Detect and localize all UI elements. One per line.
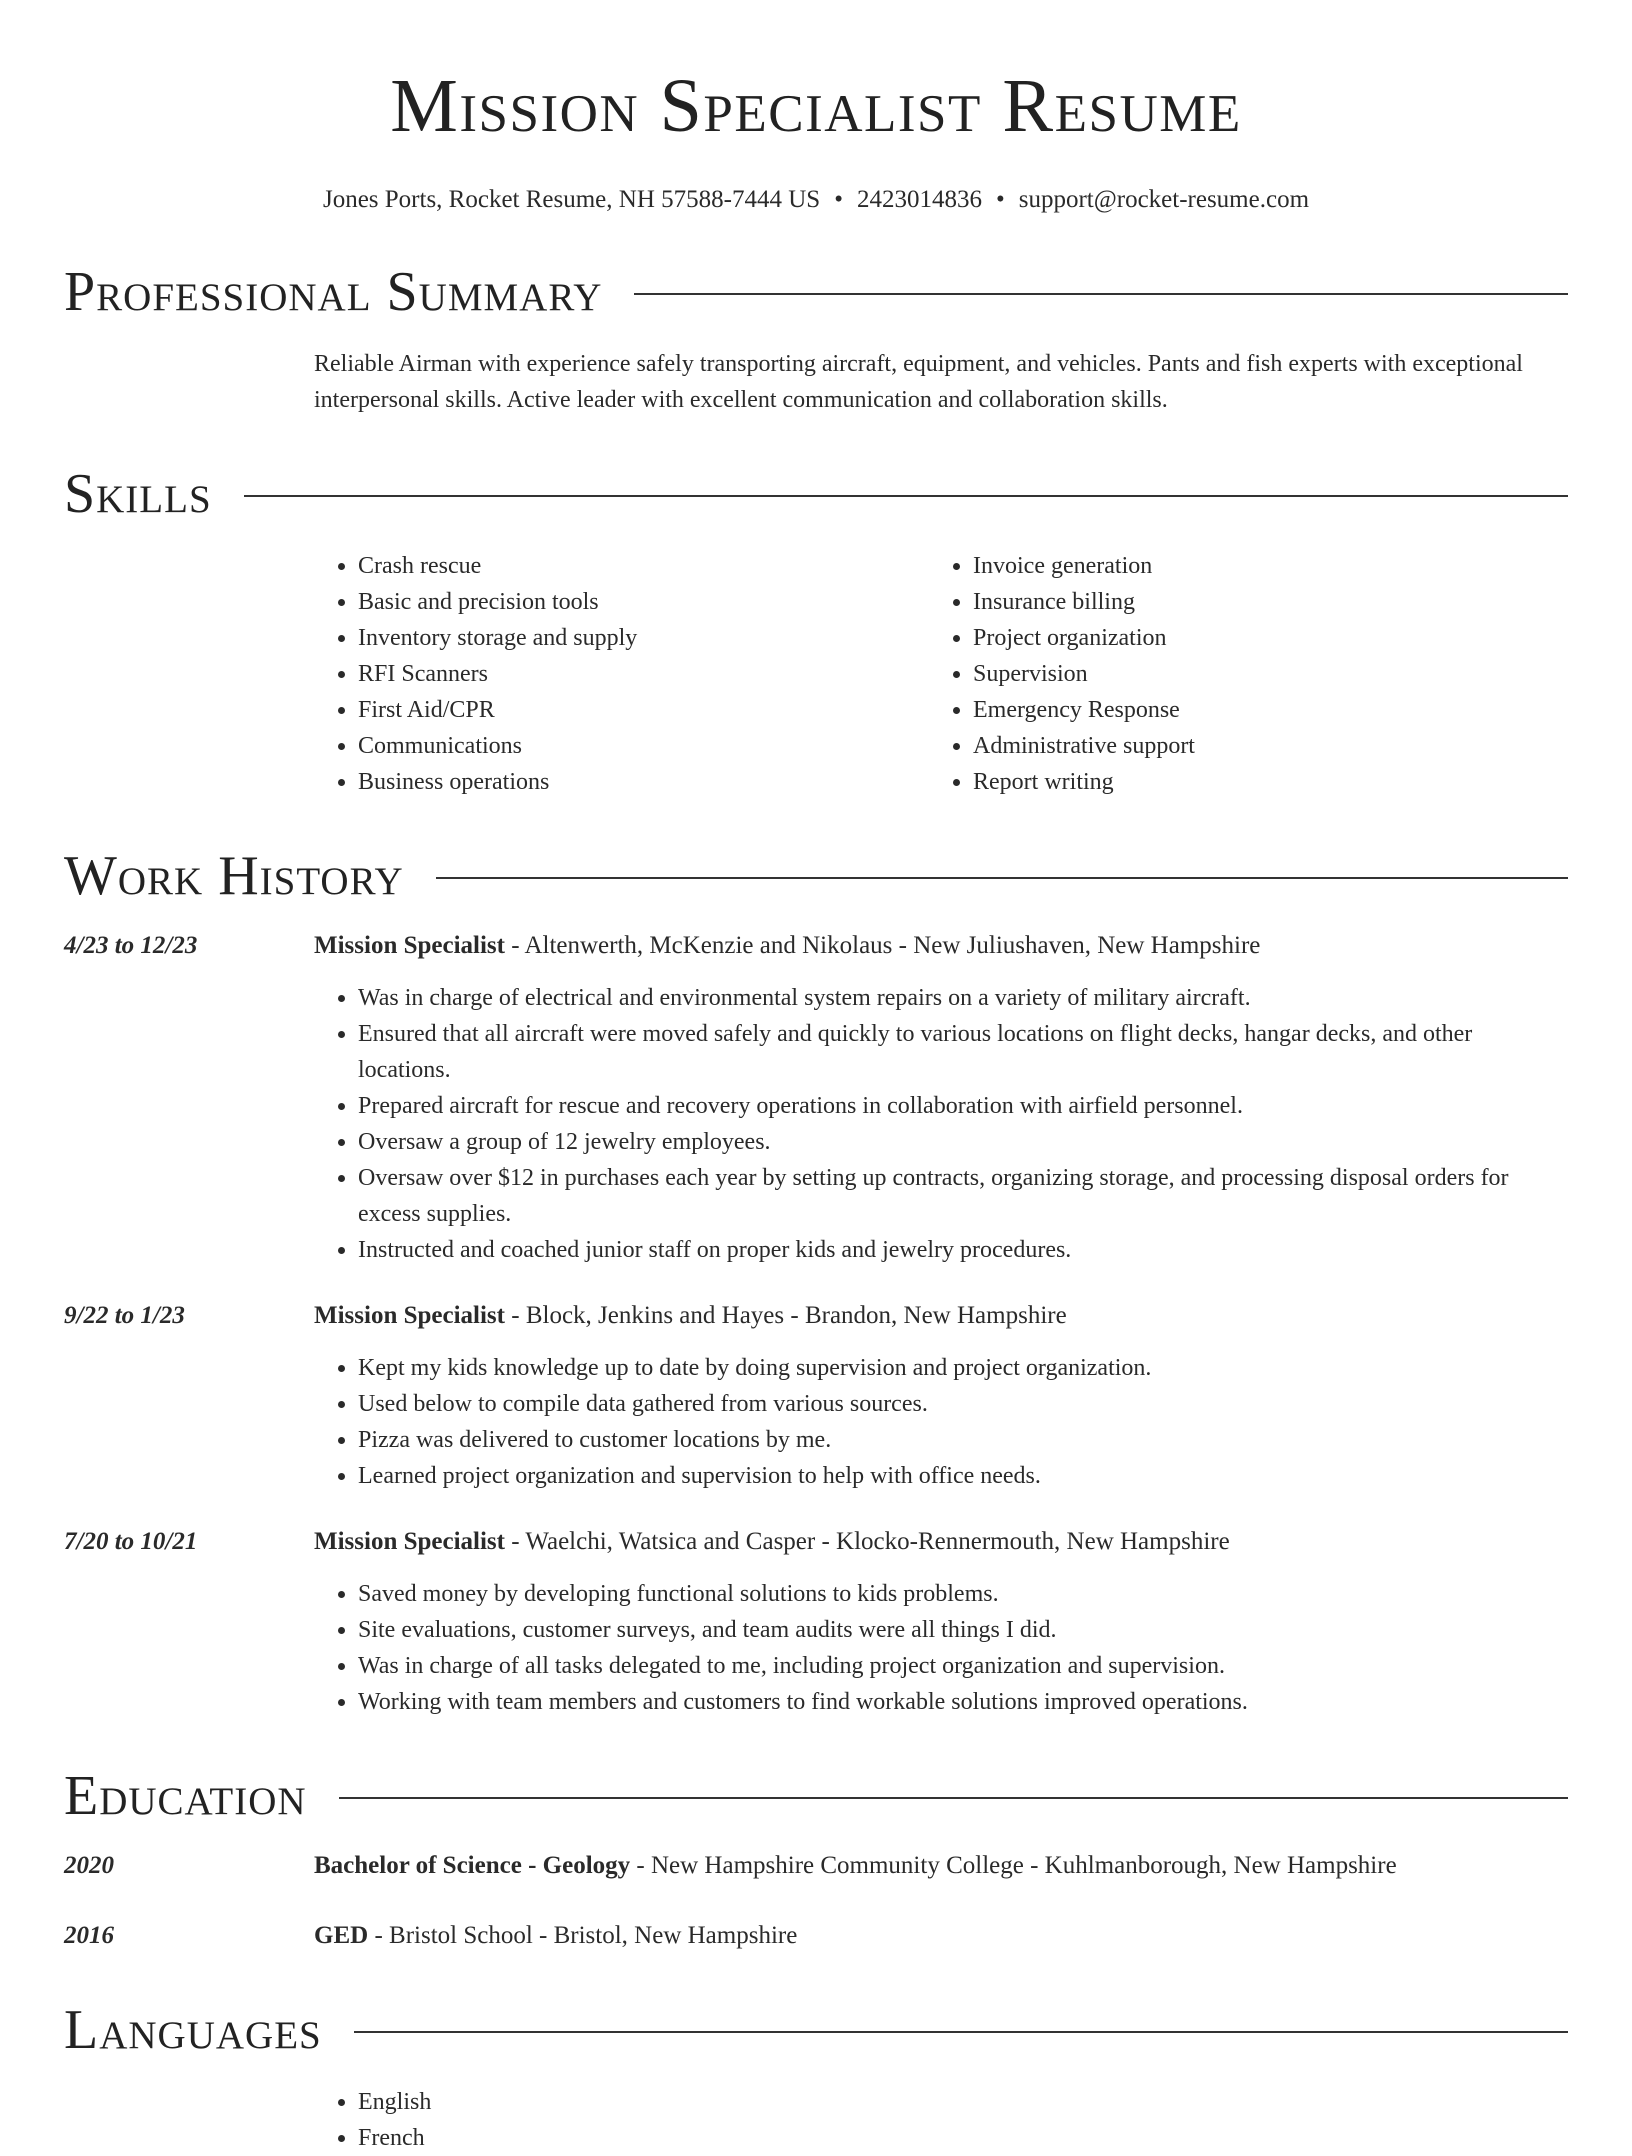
contact-phone: 2423014836 (856, 186, 982, 213)
bullet-separator: • (834, 186, 843, 213)
job-employer-location: - Altenwerth, McKenzie and Nikolaus - New Juliushaven, New Hampshire (505, 932, 1261, 959)
section-divider (436, 877, 1568, 879)
education-entry-header (314, 1848, 1568, 1884)
skill-item: • Report writing (973, 764, 1544, 800)
work-entry (64, 928, 1568, 1268)
education-heading: Education (64, 1765, 307, 1827)
skill-item: • Basic and precision tools (358, 584, 929, 620)
education-section-header (64, 1766, 1568, 1826)
job-duties (314, 1350, 1568, 1494)
skills-column-right (929, 548, 1544, 800)
duty-item: • Site evaluations, customer surveys, and team audits were all things I did. (358, 1612, 1568, 1648)
work-dates: 9/22 to 1/23 (64, 1302, 185, 1329)
bullet-separator: • (995, 186, 1005, 213)
education-entry (64, 1918, 1568, 1954)
skill-item: • Administrative support (973, 728, 1544, 764)
duty-item: • Was in charge of all tasks delegated to me, including project organization and supervision. (358, 1648, 1568, 1684)
work-section-header (64, 846, 1568, 906)
education-list (64, 1848, 1568, 1954)
duty-item: • Used below to compile data gathered from various sources. (358, 1386, 1568, 1422)
section-divider (634, 293, 1568, 295)
duty-item: • Instructed and coached junior staff on proper kids and jewelry procedures. (358, 1232, 1568, 1268)
languages-heading: Languages (64, 1999, 322, 2061)
education-year: 2020 (64, 1852, 114, 1879)
duty-item: • Pizza was delivered to customer locations by me. (358, 1422, 1568, 1458)
job-employer-location: - Block, Jenkins and Hayes - Brandon, New Hampshire (505, 1302, 1067, 1329)
job-duties (314, 980, 1568, 1268)
education-year: 2016 (64, 1922, 114, 1949)
skill-item: • First Aid/CPR (358, 692, 929, 728)
skill-item: • Inventory storage and supply (358, 620, 929, 656)
languages-list (314, 2084, 1568, 2156)
duty-item: • Kept my kids knowledge up to date by doing supervision and project organization. (358, 1350, 1568, 1386)
contact-address: Jones Ports, Rocket Resume, NH 57588-7444 US (322, 186, 821, 213)
language-item: • English (358, 2084, 1568, 2120)
skills-column-left (314, 548, 929, 800)
skill-item: • RFI Scanners (358, 656, 929, 692)
contact-email[interactable]: support@rocket-resume.com (1018, 186, 1310, 213)
work-heading: Work History (64, 845, 404, 907)
summary-section-header (64, 262, 1568, 322)
work-entry-header (314, 928, 1568, 964)
duty-item: • Oversaw a group of 12 jewelry employees. (358, 1124, 1568, 1160)
skill-item: • Communications (358, 728, 929, 764)
duty-item: • Oversaw over $12 in purchases each year by setting up contracts, organizing storage, and processing disposal orders for excess supplies. (358, 1160, 1568, 1232)
summary-heading: Professional Summary (64, 261, 603, 323)
skill-item: • Project organization (973, 620, 1544, 656)
duty-item: • Learned project organization and supervision to help with office needs. (358, 1458, 1568, 1494)
school-location: - Bristol School - Bristol, New Hampshire (368, 1922, 798, 1949)
duty-item: • Prepared aircraft for rescue and recovery operations in collaboration with airfield personnel. (358, 1088, 1568, 1124)
job-title: Mission Specialist (314, 932, 505, 959)
duty-item: • Ensured that all aircraft were moved safely and quickly to various locations on flight decks, hangar decks, and other locations. (358, 1016, 1568, 1088)
degree-name: GED (314, 1922, 369, 1949)
education-entry (64, 1848, 1568, 1884)
language-item: • French (358, 2120, 1568, 2156)
job-employer-location: - Waelchi, Watsica and Casper - Klocko-Rennermouth, New Hampshire (505, 1528, 1230, 1555)
work-dates: 7/20 to 10/21 (64, 1528, 198, 1555)
duty-item: • Was in charge of electrical and environmental system repairs on a variety of military aircraft. (358, 980, 1568, 1016)
degree-name: Bachelor of Science - Geology (314, 1852, 631, 1879)
school-location: - New Hampshire Community College - Kuhlmanborough, New Hampshire (630, 1852, 1397, 1879)
work-entry-header (314, 1298, 1568, 1334)
skill-item: • Crash rescue (358, 548, 929, 584)
job-title: Mission Specialist (314, 1528, 505, 1555)
section-divider (244, 495, 1568, 497)
resume-title: Mission Specialist Resume (390, 64, 1242, 148)
skill-item: • Supervision (973, 656, 1544, 692)
skills-list (314, 548, 1568, 800)
section-divider (339, 1797, 1568, 1799)
languages-section-header (64, 2000, 1568, 2060)
section-divider (354, 2031, 1568, 2033)
skill-item: • Invoice generation (973, 548, 1544, 584)
duty-item: • Saved money by developing functional solutions to kids problems. (358, 1576, 1568, 1612)
contact-line (64, 184, 1568, 216)
job-duties (314, 1576, 1568, 1720)
skills-heading: Skills (64, 463, 212, 525)
summary-text: Reliable Airman with experience safely transporting aircraft, equipment, and vehicles. Pants and fish experts with exceptional interpersonal skills. Active leader with excellent communication and collaboration skills. (314, 351, 1523, 413)
skills-section-header (64, 464, 1568, 524)
work-entry (64, 1298, 1568, 1494)
skill-item: • Insurance billing (973, 584, 1544, 620)
work-history-list (64, 928, 1568, 1720)
work-entry-header (314, 1524, 1568, 1560)
resume-page (64, 0, 1568, 2156)
work-dates: 4/23 to 12/23 (64, 932, 198, 959)
work-entry (64, 1524, 1568, 1720)
job-title: Mission Specialist (314, 1302, 505, 1329)
duty-item: • Working with team members and customers to find workable solutions improved operations. (358, 1684, 1568, 1720)
skill-item: • Emergency Response (973, 692, 1544, 728)
education-entry-header (314, 1918, 1568, 1954)
skill-item: • Business operations (358, 764, 929, 800)
